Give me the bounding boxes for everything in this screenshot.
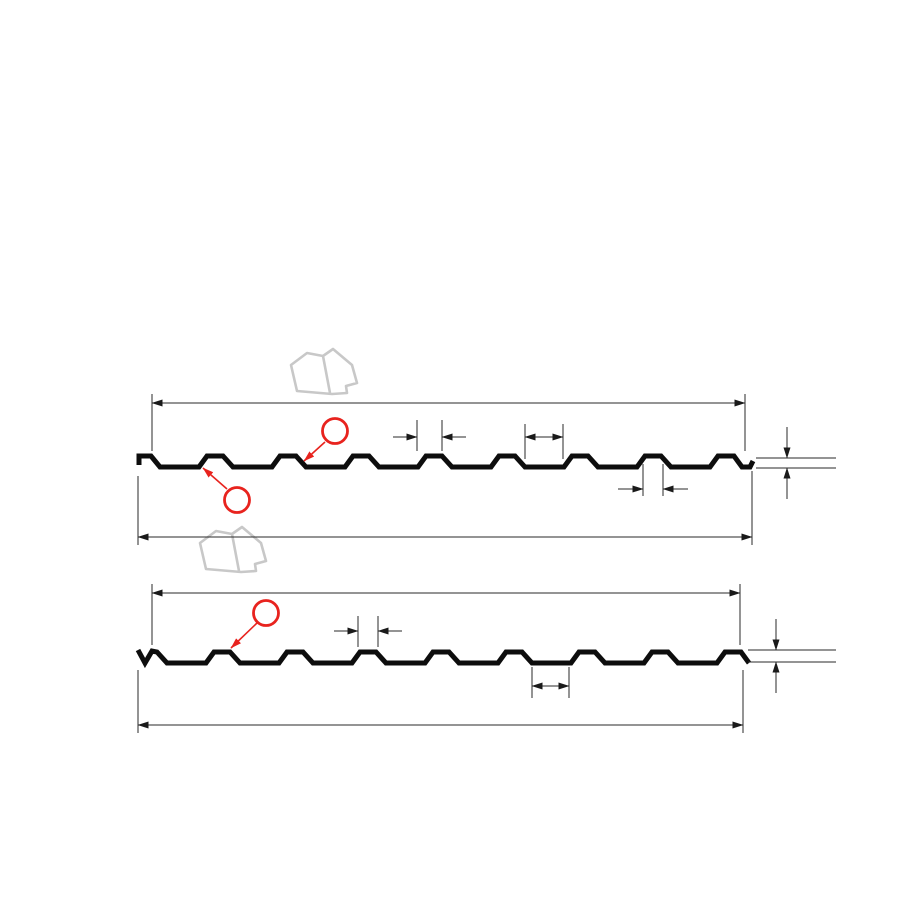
profile-outline bbox=[139, 456, 753, 467]
metal-profile-logo-icon bbox=[200, 527, 266, 572]
watermark-middle bbox=[200, 527, 266, 572]
marker-b-circle bbox=[323, 419, 348, 444]
metal-profile-logo-icon bbox=[291, 349, 357, 394]
marker-r-circle bbox=[254, 601, 279, 626]
cross-section-back bbox=[138, 584, 836, 733]
profile-outline bbox=[138, 650, 749, 663]
marker-a-circle bbox=[225, 488, 250, 513]
watermark-top bbox=[291, 349, 357, 394]
cross-section-front bbox=[138, 394, 836, 545]
